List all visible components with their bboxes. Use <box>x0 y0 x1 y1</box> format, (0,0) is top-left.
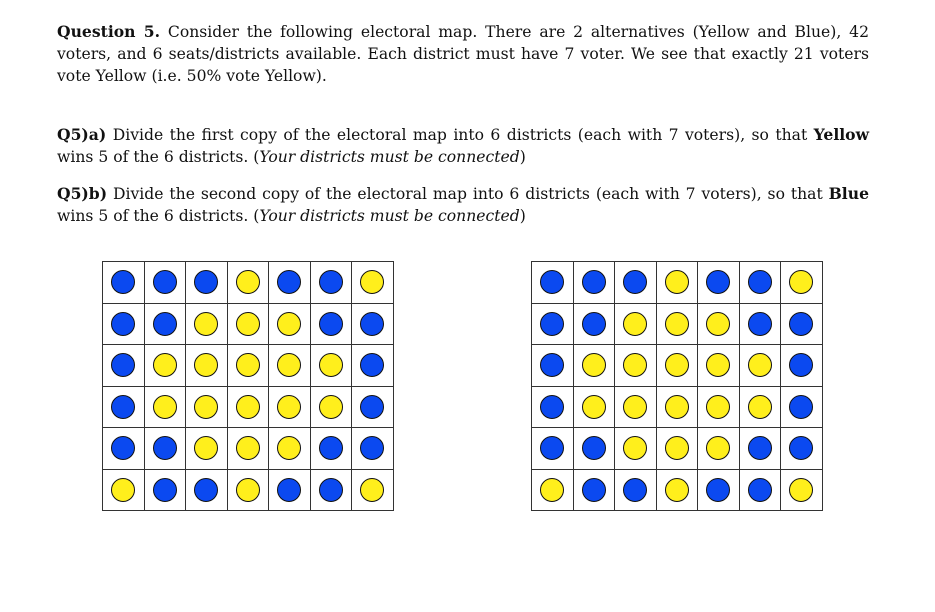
yellow-voter-dot <box>789 270 813 294</box>
district-cell[interactable] <box>269 304 311 346</box>
blue-voter-dot <box>360 395 384 419</box>
district-cell[interactable] <box>657 262 699 304</box>
yellow-voter-dot <box>665 436 689 460</box>
blue-voter-dot <box>111 436 135 460</box>
district-cell[interactable] <box>615 345 657 387</box>
district-cell[interactable] <box>103 428 145 470</box>
blue-voter-dot <box>540 395 564 419</box>
district-cell[interactable] <box>228 262 270 304</box>
district-cell[interactable] <box>532 470 574 512</box>
blue-voter-dot <box>540 436 564 460</box>
yellow-voter-dot <box>194 312 218 336</box>
yellow-voter-dot <box>236 270 260 294</box>
blue-voter-dot <box>748 270 772 294</box>
blue-voter-dot <box>582 312 606 336</box>
district-cell[interactable] <box>352 345 394 387</box>
question-intro-text: Consider the following electoral map. There are 2 alternatives (Yellow and Blue), 42 voters, and 6 seats/districts available. Each district must have 7 voter. We see that exactly 21 voters vote Yellow (i.e. 50% vote Yellow). <box>57 23 869 85</box>
yellow-voter-dot <box>236 395 260 419</box>
yellow-voter-dot <box>623 353 647 377</box>
blue-voter-dot <box>789 395 813 419</box>
district-cell[interactable] <box>186 262 228 304</box>
part-a-prompt <box>57 124 869 168</box>
yellow-voter-dot <box>706 353 730 377</box>
district-cell[interactable] <box>740 262 782 304</box>
district-cell[interactable] <box>103 387 145 429</box>
blue-voter-dot <box>153 312 177 336</box>
district-cell[interactable] <box>615 387 657 429</box>
district-cell[interactable] <box>740 387 782 429</box>
district-cell[interactable] <box>781 304 823 346</box>
part-a-text-after: wins 5 of the 6 districts. ( <box>57 148 260 166</box>
yellow-voter-dot <box>277 353 301 377</box>
part-a-label: Q5)a) <box>57 125 107 144</box>
part-a-close: ) <box>519 148 526 166</box>
district-cell[interactable] <box>269 470 311 512</box>
yellow-voter-dot <box>194 436 218 460</box>
yellow-voter-dot <box>194 353 218 377</box>
yellow-voter-dot <box>236 353 260 377</box>
district-cell[interactable] <box>145 387 187 429</box>
district-cell[interactable] <box>311 262 353 304</box>
blue-voter-dot <box>360 436 384 460</box>
yellow-voter-dot <box>111 478 135 502</box>
blue-voter-dot <box>153 478 177 502</box>
yellow-voter-dot <box>153 353 177 377</box>
district-cell[interactable] <box>352 262 394 304</box>
district-cell[interactable] <box>574 387 616 429</box>
blue-voter-dot <box>748 478 772 502</box>
district-cell[interactable] <box>740 345 782 387</box>
yellow-voter-dot <box>236 312 260 336</box>
district-cell[interactable] <box>228 345 270 387</box>
blue-voter-dot <box>582 270 606 294</box>
district-cell[interactable] <box>532 428 574 470</box>
electoral-map-first-copy <box>102 261 394 511</box>
blue-voter-dot <box>748 312 772 336</box>
district-cell[interactable] <box>574 470 616 512</box>
yellow-voter-dot <box>153 395 177 419</box>
district-cell[interactable] <box>186 387 228 429</box>
blue-voter-dot <box>789 353 813 377</box>
district-cell[interactable] <box>781 345 823 387</box>
yellow-voter-dot <box>360 478 384 502</box>
blue-voter-dot <box>540 312 564 336</box>
blue-voter-dot <box>582 478 606 502</box>
part-b-winner: Blue <box>828 184 869 203</box>
blue-voter-dot <box>540 270 564 294</box>
yellow-voter-dot <box>665 395 689 419</box>
district-cell[interactable] <box>698 262 740 304</box>
district-cell[interactable] <box>698 428 740 470</box>
yellow-voter-dot <box>665 270 689 294</box>
district-cell[interactable] <box>311 387 353 429</box>
district-cell[interactable] <box>311 304 353 346</box>
question-intro <box>57 21 869 87</box>
yellow-voter-dot <box>706 395 730 419</box>
district-cell[interactable] <box>698 470 740 512</box>
district-cell[interactable] <box>740 428 782 470</box>
question-number: Question 5. <box>57 22 161 41</box>
district-cell[interactable] <box>352 470 394 512</box>
district-cell[interactable] <box>145 262 187 304</box>
yellow-voter-dot <box>582 395 606 419</box>
district-cell[interactable] <box>228 470 270 512</box>
district-cell[interactable] <box>311 470 353 512</box>
yellow-voter-dot <box>789 478 813 502</box>
district-cell[interactable] <box>532 345 574 387</box>
part-b-prompt <box>57 183 869 227</box>
part-b-text-before: Divide the second copy of the electoral map into 6 districts (each with 7 voters), so that <box>107 185 829 203</box>
blue-voter-dot <box>582 436 606 460</box>
part-a-winner: Yellow <box>813 125 869 144</box>
district-cell[interactable] <box>103 262 145 304</box>
district-cell[interactable] <box>781 470 823 512</box>
blue-voter-dot <box>540 353 564 377</box>
district-cell[interactable] <box>145 428 187 470</box>
district-cell[interactable] <box>311 428 353 470</box>
district-cell[interactable] <box>352 387 394 429</box>
blue-voter-dot <box>360 353 384 377</box>
district-cell[interactable] <box>574 262 616 304</box>
district-cell[interactable] <box>186 428 228 470</box>
yellow-voter-dot <box>236 478 260 502</box>
yellow-voter-dot <box>623 436 647 460</box>
district-cell[interactable] <box>228 304 270 346</box>
blue-voter-dot <box>789 312 813 336</box>
district-cell[interactable] <box>781 387 823 429</box>
district-cell[interactable] <box>657 387 699 429</box>
district-cell[interactable] <box>781 262 823 304</box>
blue-voter-dot <box>153 436 177 460</box>
yellow-voter-dot <box>748 353 772 377</box>
blue-voter-dot <box>319 478 343 502</box>
district-cell[interactable] <box>311 345 353 387</box>
district-cell[interactable] <box>657 345 699 387</box>
district-cell[interactable] <box>103 304 145 346</box>
blue-voter-dot <box>153 270 177 294</box>
yellow-voter-dot <box>665 312 689 336</box>
yellow-voter-dot <box>623 312 647 336</box>
district-cell[interactable] <box>781 428 823 470</box>
yellow-voter-dot <box>277 395 301 419</box>
part-b-text-after: wins 5 of the 6 districts. ( <box>57 207 260 225</box>
electoral-map-second-copy <box>531 261 823 511</box>
yellow-voter-dot <box>277 436 301 460</box>
yellow-voter-dot <box>665 353 689 377</box>
yellow-voter-dot <box>706 312 730 336</box>
district-cell[interactable] <box>615 304 657 346</box>
district-cell[interactable] <box>532 262 574 304</box>
blue-voter-dot <box>277 270 301 294</box>
part-b-note: Your districts must be connected <box>259 207 520 225</box>
district-cell[interactable] <box>269 345 311 387</box>
blue-voter-dot <box>111 395 135 419</box>
blue-voter-dot <box>319 312 343 336</box>
yellow-voter-dot <box>748 395 772 419</box>
district-cell[interactable] <box>657 428 699 470</box>
blue-voter-dot <box>319 270 343 294</box>
blue-voter-dot <box>789 436 813 460</box>
district-cell[interactable] <box>532 304 574 346</box>
yellow-voter-dot <box>319 395 343 419</box>
blue-voter-dot <box>111 312 135 336</box>
yellow-voter-dot <box>665 478 689 502</box>
blue-voter-dot <box>194 478 218 502</box>
district-cell[interactable] <box>269 387 311 429</box>
blue-voter-dot <box>111 353 135 377</box>
part-a-note: Your districts must be connected <box>259 148 520 166</box>
yellow-voter-dot <box>582 353 606 377</box>
yellow-voter-dot <box>623 395 647 419</box>
blue-voter-dot <box>194 270 218 294</box>
district-cell[interactable] <box>186 345 228 387</box>
district-cell[interactable] <box>352 304 394 346</box>
district-cell[interactable] <box>698 304 740 346</box>
blue-voter-dot <box>319 436 343 460</box>
district-cell[interactable] <box>145 304 187 346</box>
district-cell[interactable] <box>574 304 616 346</box>
yellow-voter-dot <box>540 478 564 502</box>
district-cell[interactable] <box>269 262 311 304</box>
blue-voter-dot <box>623 270 647 294</box>
yellow-voter-dot <box>236 436 260 460</box>
blue-voter-dot <box>277 478 301 502</box>
district-cell[interactable] <box>269 428 311 470</box>
district-cell[interactable] <box>228 387 270 429</box>
district-cell[interactable] <box>532 387 574 429</box>
district-cell[interactable] <box>186 304 228 346</box>
district-cell[interactable] <box>615 262 657 304</box>
district-cell[interactable] <box>740 470 782 512</box>
part-b-label: Q5)b) <box>57 184 108 203</box>
district-cell[interactable] <box>698 345 740 387</box>
district-cell[interactable] <box>574 428 616 470</box>
district-cell[interactable] <box>740 304 782 346</box>
district-cell[interactable] <box>698 387 740 429</box>
part-b-close: ) <box>519 207 526 225</box>
district-cell[interactable] <box>657 470 699 512</box>
district-cell[interactable] <box>145 345 187 387</box>
yellow-voter-dot <box>277 312 301 336</box>
district-cell[interactable] <box>615 470 657 512</box>
district-cell[interactable] <box>228 428 270 470</box>
district-cell[interactable] <box>574 345 616 387</box>
district-cell[interactable] <box>186 470 228 512</box>
blue-voter-dot <box>706 270 730 294</box>
yellow-voter-dot <box>194 395 218 419</box>
blue-voter-dot <box>623 478 647 502</box>
district-cell[interactable] <box>352 428 394 470</box>
yellow-voter-dot <box>360 270 384 294</box>
blue-voter-dot <box>360 312 384 336</box>
district-cell[interactable] <box>615 428 657 470</box>
part-a-text-before: Divide the first copy of the electoral map into 6 districts (each with 7 voters), so that <box>106 126 814 144</box>
district-cell[interactable] <box>103 345 145 387</box>
blue-voter-dot <box>111 270 135 294</box>
yellow-voter-dot <box>706 436 730 460</box>
district-cell[interactable] <box>103 470 145 512</box>
yellow-voter-dot <box>319 353 343 377</box>
district-cell[interactable] <box>657 304 699 346</box>
blue-voter-dot <box>706 478 730 502</box>
blue-voter-dot <box>748 436 772 460</box>
district-cell[interactable] <box>145 470 187 512</box>
